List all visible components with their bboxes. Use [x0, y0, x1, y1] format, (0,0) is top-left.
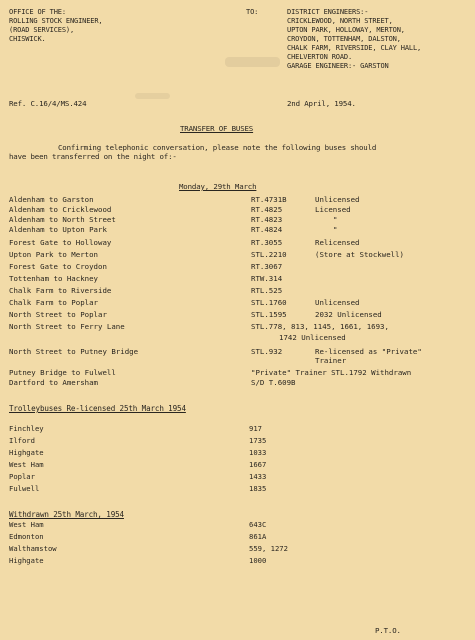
memo-date: 2nd April, 1954.	[287, 99, 356, 108]
table-row	[9, 205, 469, 215]
to-line: CHELVERTON ROAD.	[287, 53, 353, 61]
route-cell: North Street to Putney Bridge	[9, 347, 139, 356]
to-line: DISTRICT ENGINEERS:-	[287, 8, 369, 16]
route-cell: Forest Gate to Holloway	[9, 238, 112, 247]
bus-cell: RT.3055	[251, 238, 283, 247]
note-cell: Licensed	[315, 205, 351, 214]
depot-cell: West Ham	[9, 520, 44, 529]
bus-cell: 1742 Unlicensed	[279, 333, 346, 342]
bus-cell: STL.932	[251, 347, 283, 356]
number-cell: 1835	[249, 484, 267, 493]
to-line: CRICKLEWOOD, NORTH STREET,	[287, 17, 393, 25]
section-heading-trolleybuses: Trolleybuses Re-licensed 25th March 1954	[9, 404, 186, 413]
route-cell: Chalk Farm to Poplar	[9, 298, 98, 307]
number-cell: 643C	[249, 520, 267, 529]
bus-cell: STL.778, 813, 1145, 1661, 1693,	[251, 322, 389, 331]
table-row	[9, 356, 469, 366]
depot-cell: West Ham	[9, 460, 44, 469]
route-cell: Aldenham to Garston	[9, 195, 94, 204]
bus-cell: STL.1760	[251, 298, 287, 307]
intro-text: have been transferred on the night of:-	[9, 152, 177, 161]
table-row	[9, 215, 469, 225]
number-cell: 861A	[249, 532, 267, 541]
table-row	[9, 286, 469, 296]
bus-cell: RT.4731B	[251, 195, 287, 204]
number-cell: 1033	[249, 448, 267, 457]
table-row	[9, 238, 469, 248]
section-heading-withdrawn: Withdrawn 25th March, 1954	[9, 510, 124, 519]
page-turn-note: P.T.O.	[375, 626, 401, 635]
table-row	[9, 471, 469, 483]
intro-text: Confirming telephonic conversation, please note the following buses should	[58, 143, 377, 152]
table-row	[9, 483, 469, 495]
from-line: CHISWICK.	[9, 35, 46, 43]
number-cell: 1735	[249, 436, 267, 445]
to-label: TO:	[246, 8, 259, 16]
number-cell: 1433	[249, 472, 267, 481]
note-cell: (Store at Stockwell)	[315, 250, 404, 259]
table-row	[9, 368, 469, 378]
table-row	[9, 250, 469, 260]
route-cell: Upton Park to Merton	[9, 250, 98, 259]
number-cell: 917	[249, 424, 262, 433]
bus-cell: S/D T.609B	[251, 378, 296, 387]
bus-cell: "Private" Trainer STL.1792 Withdrawn	[251, 368, 412, 377]
to-line: UPTON PARK, HOLLOWAY, MERTON,	[287, 26, 405, 34]
depot-cell: Finchley	[9, 424, 44, 433]
route-cell: Dartford to Amersham	[9, 378, 98, 387]
to-line: CROYDON, TOTTENHAM, DALSTON,	[287, 35, 401, 43]
table-row	[9, 274, 469, 284]
depot-cell: Fulwell	[9, 484, 40, 493]
route-cell: Aldenham to North Street	[9, 215, 116, 224]
note-cell: "	[333, 225, 338, 234]
route-cell: Tottenham to Hackney	[9, 274, 98, 283]
table-row	[9, 333, 469, 343]
from-line: ROLLING STOCK ENGINEER,	[9, 17, 103, 25]
number-cell: 1667	[249, 460, 267, 469]
note-cell: Re-licensed as "Private"	[315, 347, 422, 356]
bus-cell: RTL.525	[251, 286, 283, 295]
table-row	[9, 459, 469, 471]
route-cell: Forest Gate to Croydon	[9, 262, 107, 271]
bus-cell: RT.4823	[251, 215, 283, 224]
paper-smudge	[225, 57, 280, 67]
table-row	[9, 310, 469, 320]
table-row	[9, 531, 469, 543]
note-cell: Relicensed	[315, 238, 360, 247]
depot-cell: Ilford	[9, 436, 35, 445]
bus-cell: RT.3067	[251, 262, 283, 271]
from-line: (ROAD SERVICES),	[9, 26, 75, 34]
to-line: GARAGE ENGINEER:- GARSTON	[287, 62, 389, 70]
table-row	[9, 543, 469, 555]
note-cell: 2032 Unlicensed	[315, 310, 382, 319]
table-row	[9, 195, 469, 205]
bus-cell: RTW.314	[251, 274, 283, 283]
table-row	[9, 322, 469, 332]
note-cell: Unlicensed	[315, 298, 360, 307]
note-cell: Trainer	[315, 356, 347, 365]
route-cell: Chalk Farm to Riverside	[9, 286, 112, 295]
paper-smudge	[135, 93, 170, 99]
table-row	[9, 225, 469, 235]
depot-cell: Poplar	[9, 472, 35, 481]
table-row	[9, 435, 469, 447]
depot-cell: Edmonton	[9, 532, 44, 541]
note-cell: "	[333, 215, 338, 224]
table-row	[9, 519, 469, 531]
depot-cell: Walthamstow	[9, 544, 57, 553]
table-row	[9, 423, 469, 435]
table-row	[9, 447, 469, 459]
from-line: OFFICE OF THE:	[9, 8, 66, 16]
bus-cell: STL.2210	[251, 250, 287, 259]
route-cell: North Street to Ferry Lane	[9, 322, 125, 331]
table-row	[9, 262, 469, 272]
bus-cell: RT.4824	[251, 225, 283, 234]
bus-cell: RT.4825	[251, 205, 283, 214]
depot-cell: Highgate	[9, 448, 44, 457]
number-cell: 559, 1272	[249, 544, 288, 553]
route-cell: North Street to Poplar	[9, 310, 107, 319]
table-row	[9, 555, 469, 567]
table-row	[9, 298, 469, 308]
table-row	[9, 378, 469, 388]
reference-number: Ref. C.16/4/MS.424	[9, 99, 87, 108]
to-line: CHALK FARM, RIVERSIDE, CLAY HALL,	[287, 44, 422, 52]
bus-cell: STL.1595	[251, 310, 287, 319]
number-cell: 1000	[249, 556, 267, 565]
memo-title: TRANSFER OF BUSES	[180, 124, 254, 133]
route-cell: Putney Bridge to Fulwell	[9, 368, 116, 377]
section-heading-monday: Monday, 29th March	[179, 182, 257, 191]
route-cell: Aldenham to Upton Park	[9, 225, 107, 234]
depot-cell: Highgate	[9, 556, 44, 565]
note-cell: Unlicensed	[315, 195, 360, 204]
route-cell: Aldenham to Cricklewood	[9, 205, 112, 214]
